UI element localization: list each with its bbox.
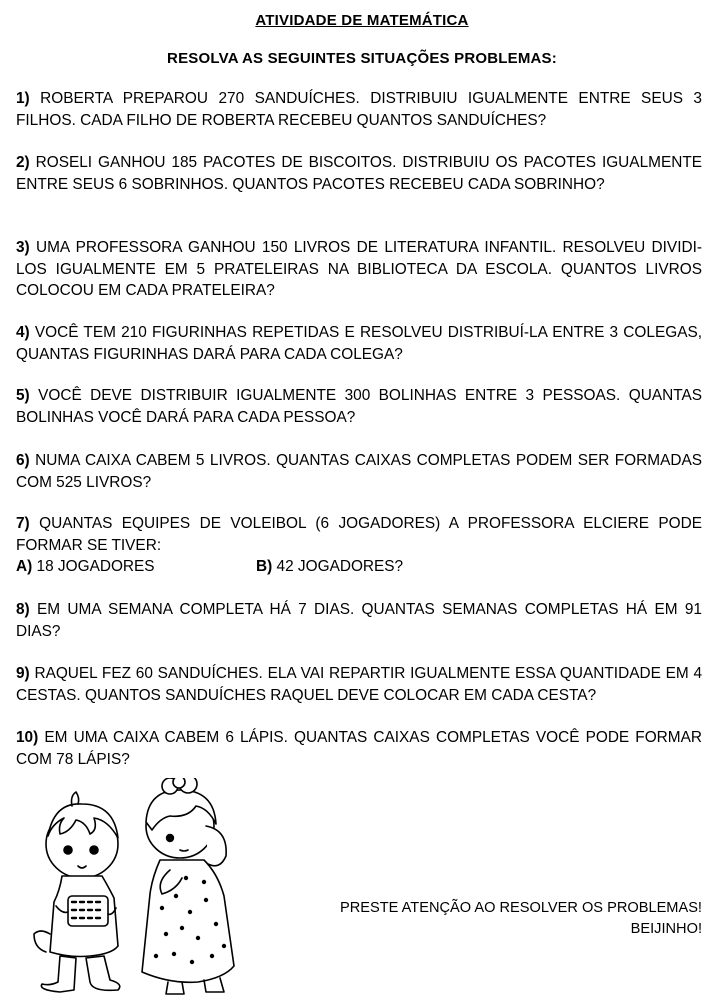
question-4 [16,322,702,365]
footer-line-1: PRESTE ATENÇÃO AO RESOLVER OS PROBLEMAS! [340,900,702,916]
question-2 [16,152,702,195]
question-number: 3) [16,239,30,256]
question-number: 1) [16,90,30,107]
question-text: VOCÊ DEVE DISTRIBUIR IGUALMENTE 300 BOLINHAS ENTRE 3 PESSOAS. QUANTAS BOLINHAS VOCÊ DARÁ PARA CADA PESSOA? [16,387,702,426]
page-subtitle: RESOLVA AS SEGUINTES SITUAÇÕES PROBLEMAS: [167,50,557,67]
question-text: UMA PROFESSORA GANHOU 150 LIVROS DE LITERATURA INFANTIL. RESOLVEU DIVIDI-LOS IGUALMENTE EM 5 PRATELEIRAS NA BIBLIOTECA DA ESCOLA. QUANTOS LIVROS COLOCOU EM CADA PRATELEIRA? [16,239,702,299]
question-6 [16,450,702,493]
page-title: ATIVIDADE DE MATEMÁTICA [255,12,469,29]
question-number: 6) [16,452,30,469]
option-a-text: 18 JOGADORES [36,558,155,575]
question-1 [16,88,702,131]
question-text: QUANTAS EQUIPES DE VOLEIBOL (6 JOGADORES) A PROFESSORA ELCIERE PODE FORMAR SE TIVER: [16,515,702,554]
question-number: 8) [16,601,30,618]
question-number: 4) [16,324,30,341]
question-text: RAQUEL FEZ 60 SANDUÍCHES. ELA VAI REPARTIR IGUALMENTE ESSA QUANTIDADE EM 4 CESTAS. QUANTOS SANDUÍCHES RAQUEL DEVE COLOCAR EM CADA CESTA? [16,665,702,704]
option-a [16,556,155,578]
option-b [256,556,403,578]
two-children-illustration-icon [20,778,250,1000]
boy-figure [34,792,120,992]
question-9 [16,663,702,706]
question-3 [16,237,702,302]
question-number: 7) [16,515,30,532]
question-text: ROBERTA PREPAROU 270 SANDUÍCHES. DISTRIBUIU IGUALMENTE ENTRE SEUS 3 FILHOS. CADA FILHO DE ROBERTA RECEBEU QUANTOS SANDUÍCHES? [16,90,702,129]
question-10 [16,727,702,770]
question-number: 2) [16,154,30,171]
question-number: 9) [16,665,30,682]
question-text: ROSELI GANHOU 185 PACOTES DE BISCOITOS. DISTRIBUIU OS PACOTES IGUALMENTE ENTRE SEUS 6 SOBRINHOS. QUANTOS PACOTES RECEBEU CADA SOBRINHO? [16,154,702,193]
option-b-label: B) [256,558,273,575]
question-number: 10) [16,729,39,746]
question-5 [16,385,702,428]
question-7 [16,513,702,556]
question-text: EM UMA SEMANA COMPLETA HÁ 7 DIAS. QUANTAS SEMANAS COMPLETAS HÁ EM 91 DIAS? [16,601,702,640]
option-a-label: A) [16,558,33,575]
question-text: NUMA CAIXA CABEM 5 LIVROS. QUANTAS CAIXAS COMPLETAS PODEM SER FORMADAS COM 525 LIVROS? [16,452,702,491]
girl-figure [142,778,234,994]
footer-line-2: BEIJINHO! [630,921,702,937]
question-text: VOCÊ TEM 210 FIGURINHAS REPETIDAS E RESOLVEU DISTRIBUÍ-LA ENTRE 3 COLEGAS, QUANTAS FIGURINHAS DARÁ PARA CADA COLEGA? [16,324,702,363]
question-text: EM UMA CAIXA CABEM 6 LÁPIS. QUANTAS CAIXAS COMPLETAS VOCÊ PODE FORMAR COM 78 LÁPIS? [16,729,702,768]
question-8 [16,599,702,642]
option-b-text: 42 JOGADORES? [276,558,404,575]
question-number: 5) [16,387,30,404]
